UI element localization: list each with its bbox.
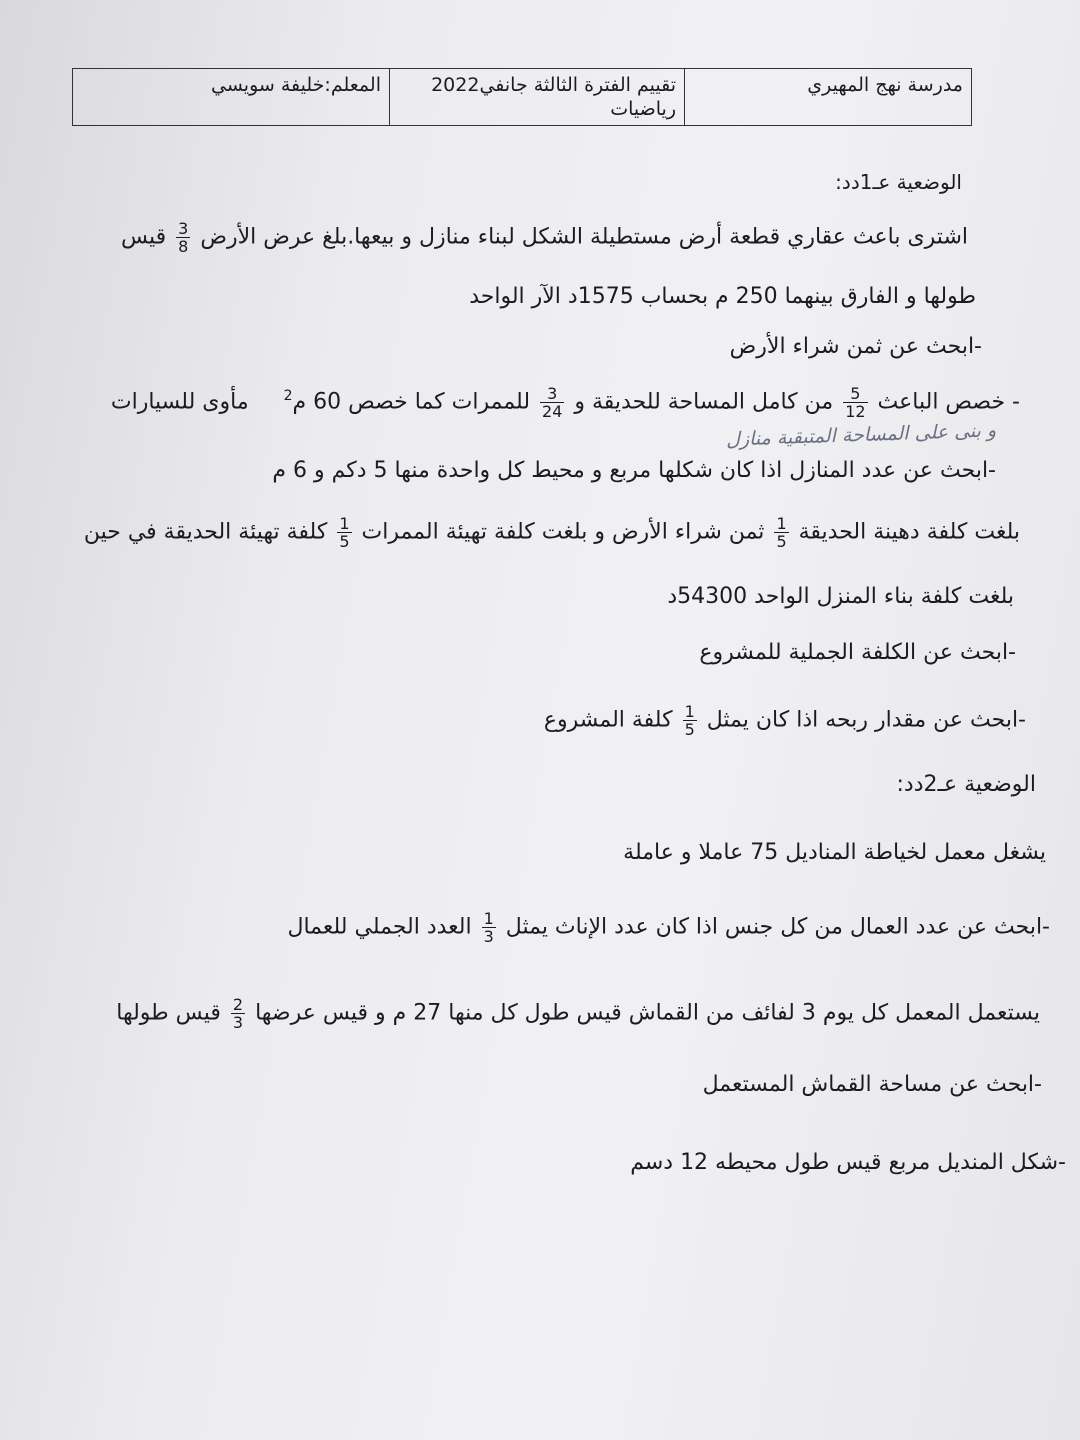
frac-den: 12: [845, 402, 866, 421]
s2-question2: -ابحث عن مساحة القماش المستعمل: [702, 1072, 1042, 1097]
frac-den: 5: [684, 720, 695, 739]
exam-title: تقييم الفترة الثالثة جانفي2022: [431, 74, 676, 96]
s1-line3: [111, 385, 1020, 420]
frac-num: 1: [684, 702, 695, 721]
s1-line4: [84, 515, 1020, 550]
fraction: [774, 515, 788, 550]
fraction: [482, 910, 496, 945]
s1-line3-text-a: - خصص الباعث: [877, 389, 1020, 415]
s1-line1-text-b: قيس: [120, 224, 167, 250]
s2-line2: [116, 996, 1040, 1031]
fraction: [843, 385, 867, 420]
superscript: 2: [283, 388, 293, 405]
s1-line4-text-a: بلغت كلفة دهينة الحديقة: [798, 519, 1020, 545]
exam-title-cell: [390, 69, 685, 126]
frac-num: 5: [843, 385, 867, 403]
s2-line1: يشغل معمل لخياطة المناديل 75 عاملا و عاملة: [623, 840, 1046, 865]
s2-q1-text-a: -ابحث عن عدد العمال من كل جنس اذا كان عدد الإناث يمثل: [505, 914, 1050, 940]
frac-den: 3: [232, 1013, 244, 1032]
s2-question1: [287, 910, 1050, 945]
school-name-cell: [685, 69, 972, 126]
s1-question3: -ابحث عن الكلفة الجملية للمشروع: [699, 640, 1016, 665]
s1-line1-text-a: اشترى باعث عقاري قطعة أرض مستطيلة الشكل لبناء منازل و بيعها.بلغ عرض الأرض: [200, 224, 968, 250]
s2-line2-text-b: قيس طولها: [116, 1000, 221, 1026]
s2-line2-text-a: يستعمل المعمل كل يوم 3 لفائف من القماش قيس طول كل منها 27 م و قيس عرضها: [255, 1000, 1040, 1026]
fraction: [683, 703, 697, 738]
situation1-title: الوضعية عـ1دد:: [835, 170, 962, 194]
frac-num: 2: [232, 995, 244, 1014]
s2-q1-text-b: العدد الجملي للعمال: [287, 914, 472, 940]
s1-line4-text-b: ثمن شراء الأرض و بلغت كلفة تهيئة الممرات: [361, 519, 765, 545]
s1-line5: بلغت كلفة بناء المنزل الواحد 54300د: [667, 584, 1014, 609]
frac-num: 3: [540, 385, 564, 403]
fraction: [337, 515, 351, 550]
header-table: [72, 68, 972, 126]
s1-question4: [544, 703, 1026, 738]
s1-q4-text-a: -ابحث عن مقدار ربحه اذا كان يمثل: [706, 707, 1026, 733]
s2-line3: -شكل المنديل مربع قيس طول محيطه 12 دسم: [630, 1150, 1066, 1175]
frac-den: 24: [542, 402, 563, 421]
s1-line1: [121, 220, 968, 255]
fraction: [176, 220, 190, 255]
s1-q4-text-b: كلفة المشروع: [543, 707, 673, 733]
teacher-cell: [73, 69, 390, 126]
s1-question2: -ابحث عن عدد المنازل اذا كان شكلها مربع و محيط كل واحدة منها 5 دكم و 6 م: [272, 458, 996, 483]
situation2-title: الوضعية عـ2دد:: [896, 772, 1036, 797]
frac-den: 5: [776, 532, 787, 551]
s1-line2: طولها و الفارق بينهما 250 م بحساب 1575د الآر الواحد: [469, 284, 976, 309]
handwritten-note: و بنى على المساحة المتبقية منازل: [725, 419, 997, 451]
s1-line3-text-d: مأوى للسيارات: [110, 389, 249, 415]
fraction: [231, 996, 245, 1031]
frac-den: 8: [178, 237, 189, 256]
frac-num: 1: [339, 514, 350, 533]
s1-line3-text-b: من كامل المساحة للحديقة و: [574, 389, 834, 415]
teacher-name: المعلم:خليفة سويسي: [211, 74, 381, 96]
subject-name: رياضيات: [610, 98, 676, 120]
s1-line4-text-c: كلفة تهيئة الحديقة في حين: [83, 519, 328, 545]
frac-den: 3: [483, 927, 494, 946]
s1-line3-text-c: للممرات كما خصص 60 م: [292, 389, 531, 415]
frac-den: 5: [339, 532, 350, 551]
frac-num: 1: [483, 909, 494, 928]
frac-num: 1: [776, 514, 787, 533]
school-name: مدرسة نهج المهيري: [807, 74, 963, 96]
frac-num: 3: [178, 219, 189, 238]
s1-question1: -ابحث عن ثمن شراء الأرض: [729, 334, 982, 359]
fraction: [540, 385, 564, 420]
